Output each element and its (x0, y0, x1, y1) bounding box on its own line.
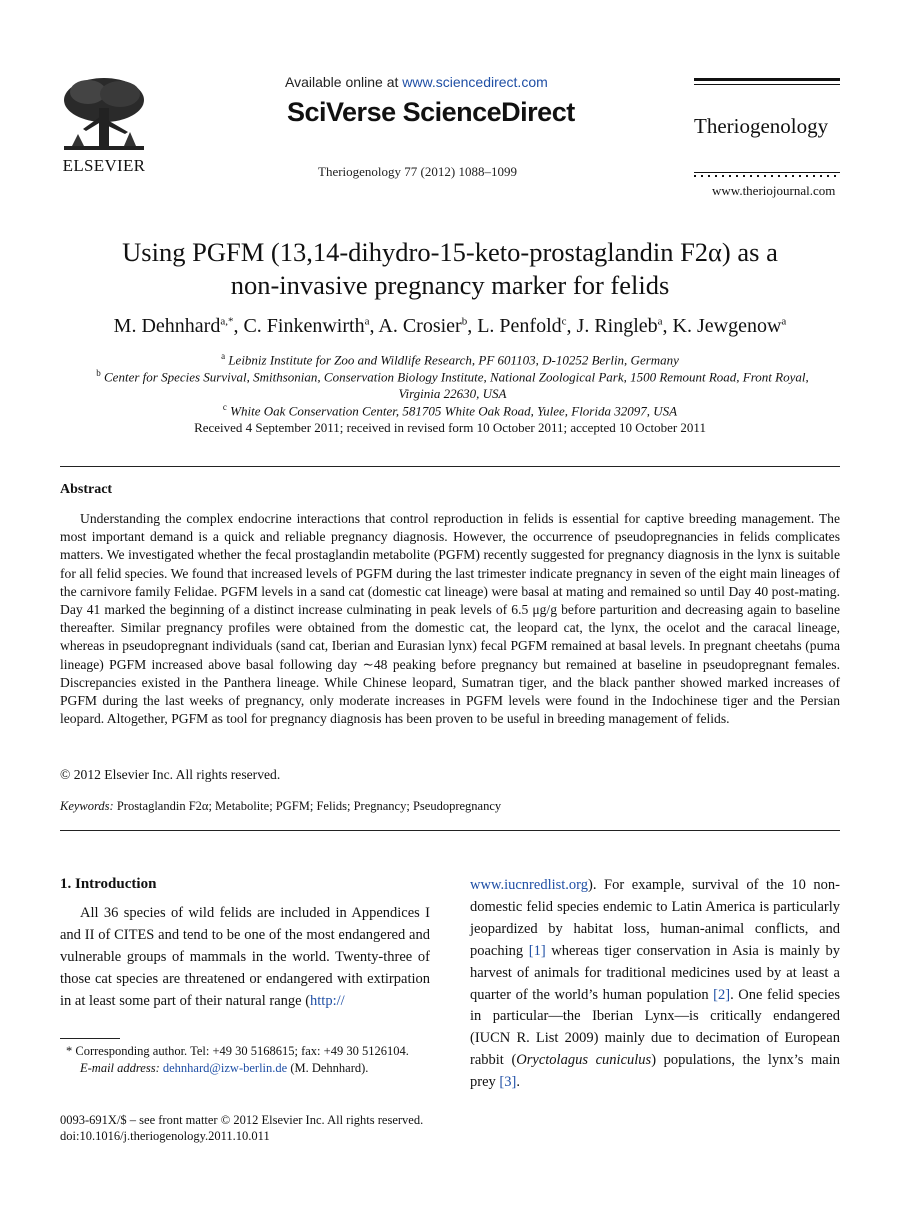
author-name: A. Crosier (378, 315, 462, 337)
author-sup: c (561, 315, 567, 328)
author-sup: a (781, 315, 787, 328)
author[interactable] (243, 315, 369, 337)
article-title (60, 236, 840, 302)
elsevier-logo (58, 74, 150, 178)
email-link[interactable]: dehnhard@izw-berlin.de (162, 1060, 288, 1075)
affiliation (60, 399, 840, 419)
author-name: K. Jewgenow (672, 315, 782, 337)
author-sup: a,* (220, 315, 234, 328)
author[interactable] (477, 315, 566, 337)
sciencedirect-link[interactable]: www.sciencedirect.com (402, 74, 548, 90)
keywords-label: Keywords: (60, 799, 114, 813)
footnote-rule (60, 1038, 120, 1039)
affiliation-sup: b (96, 368, 101, 378)
intro-text: ). For example, survival of the 10 non-domestic felid species endemic to Latin America is particularly jeopardized by habitat loss, human-animal conflicts, and poaching (470, 877, 840, 959)
available-prefix: Available online at (285, 74, 403, 90)
keywords (60, 799, 501, 814)
author-sep: , (467, 315, 478, 337)
iucn-link[interactable]: http:// (310, 992, 345, 1009)
citation-link[interactable]: [3] (499, 1074, 517, 1091)
issn-block (60, 1112, 423, 1144)
section-rule (60, 830, 840, 831)
email-label: E-mail address: (80, 1060, 160, 1075)
author[interactable] (577, 315, 663, 337)
abstract-text: Understanding the complex endocrine interactions that control reproduction in felids is essential for captive breeding management. The most important demand is a quick and reliable pregnancy diagnosis. However, the occurrence of pseudopregnancies in felids complicates matters. We investigated whether the fecal prostaglandin metabolite (PGFM) recently suggested for pregnancy diagnosis in the lynx is suitable for all felid species. We found that increased levels of PGFM during the last trimester indicate pregnancy in seven of the eight main lineages of the carnivore family Felidae. PGFM levels in a sand cat (domestic cat lineage) were basal at mating and remained so until Day 40 post-mating. Day 41 marked the beginning of a distinct increase culminating in peak levels of 6.5 μg/g before parturition and decreasing again to baseline thereafter. Similar pregnancy profiles were obtained from the domestic cat, the leopard cat, the lynx, the ocelot and the caracal lineage, whereas in pseudopregnant individuals (sand cat, Iberian and Eurasian lynx) fecal PGFM remained at basal levels. In pregnant cheetahs (puma lineage) PGFM increased above basal following day ∼48 peaking before pregnancy but remained at baseline in pseudopregnant females. Discrepancies existed in the Panthera lineage. While Chinese leopard, Sumatran tiger, and the black panther showed marked increases of PGFM during the last weeks of pregnancy, only moderate increases in PGFM levels were found in the Indochinese tiger and the Persian leopard. Altogether, PGFM as tool for pregnancy diagnosis has been proven to be useful in breeding management of felids. (60, 511, 840, 727)
title-line: non-invasive pregnancy marker for felids (230, 270, 670, 300)
author-list (60, 315, 840, 338)
intro-text: . One felid species in particular—the Iberian Lynx—is critically endangered (IUCN R. List 2009) mainly due to decimation of European rabbit ( (470, 986, 840, 1069)
author-name: M. Dehnhard (113, 315, 221, 337)
section-heading: 1. Introduction (60, 876, 157, 892)
author-name: J. Ringleb (576, 315, 658, 337)
abstract-heading: Abstract (60, 482, 113, 497)
iucn-link[interactable]: www.iucnredlist.org (470, 877, 588, 893)
copyright: © 2012 Elsevier Inc. All rights reserved. (60, 767, 281, 782)
journal-name: Theriogenology (694, 114, 829, 138)
author-sep: , (662, 315, 673, 337)
received-dates: Received 4 September 2011; received in revised form 10 October 2011; accepted 10 October 2011 (194, 420, 706, 435)
journal-rule (694, 78, 840, 81)
intro-text: ) populations, the lynx’s main prey (470, 1052, 840, 1091)
intro-text: All 36 species of wild felids are included in Appendices I and II of CITES and tend to be one of the most endangered and vulnerable groups of mammals in the world. Twenty-three of those cat species are threatened or endangered with extirpation in at least some part of their natural range ( (60, 905, 430, 1009)
brand-title: SciVerse ScienceDirect (287, 97, 575, 127)
keywords-list: Prostaglandin F2α; Metabolite; PGFM; Felids; Pregnancy; Pseudopregnancy (113, 799, 502, 813)
author[interactable] (378, 315, 467, 337)
author-sup: a (364, 315, 370, 328)
email-suffix: (M. Dehnhard). (287, 1060, 369, 1075)
author-sep: , (566, 315, 577, 337)
affiliation-text: Leibniz Institute for Zoo and Wildlife Research, PF 601103, D-10252 Berlin, Germany (228, 352, 679, 368)
affiliation-text: Center for Species Survival, Smithsonian, Conservation Biology Institute, National Zoological Park, 1500 Remount Road, Front Royal, Virginia 22630, USA (104, 369, 809, 402)
intro-paragraph (60, 903, 430, 1013)
citation-link[interactable]: [2] (713, 986, 731, 1003)
affiliation (80, 365, 825, 402)
citation-link[interactable]: [1] (528, 942, 546, 959)
affiliation-text: White Oak Conservation Center, 581705 White Oak Road, Yulee, Florida 32097, USA (230, 403, 678, 419)
journal-rule (694, 175, 840, 177)
issn-line: 0093-691X/$ – see front matter © 2012 Elsevier Inc. All rights reserved. (60, 1113, 424, 1127)
author-sup: a (657, 315, 663, 328)
corresponding-author: * Corresponding author. Tel: +49 30 5168615; fax: +49 30 5126104. (66, 1044, 409, 1058)
author[interactable] (114, 315, 234, 337)
title-line: Using PGFM (13,14-dihydro-15-keto-prostaglandin F2α) as a (122, 237, 778, 267)
journal-url-link[interactable]: www.theriojournal.com (712, 183, 836, 198)
intro-text: whereas tiger conservation in Asia is mainly by harvest of animals for traditional medicines used by at least a quarter of the world’s human population (470, 942, 840, 1003)
right-column (470, 875, 840, 1094)
publisher-name: ELSEVIER (62, 156, 146, 175)
journal-rule (694, 172, 840, 173)
journal-rule (694, 84, 840, 85)
species-name: Oryctolagus cuniculus (516, 1052, 652, 1069)
author-sep: , (233, 315, 244, 337)
intro-paragraph-cont (470, 875, 840, 1094)
author-name: C. Finkenwirth (243, 315, 365, 337)
author-sep: , (369, 315, 379, 337)
intro-text: . (516, 1074, 520, 1091)
author-sup: b (461, 315, 468, 328)
doi-line: doi:10.1016/j.theriogenology.2011.10.011 (60, 1129, 270, 1143)
journal-reference: Theriogenology 77 (2012) 1088–1099 (318, 164, 517, 179)
author[interactable] (673, 315, 787, 337)
author-name: L. Penfold (477, 315, 562, 337)
left-column (60, 876, 430, 1013)
elsevier-tree-icon (58, 74, 150, 156)
section-rule (60, 466, 840, 467)
footnote (60, 1043, 430, 1076)
affiliation-sup: c (222, 402, 227, 412)
email-line (60, 1060, 430, 1077)
available-online (285, 74, 548, 90)
affiliation-sup: a (221, 351, 226, 361)
